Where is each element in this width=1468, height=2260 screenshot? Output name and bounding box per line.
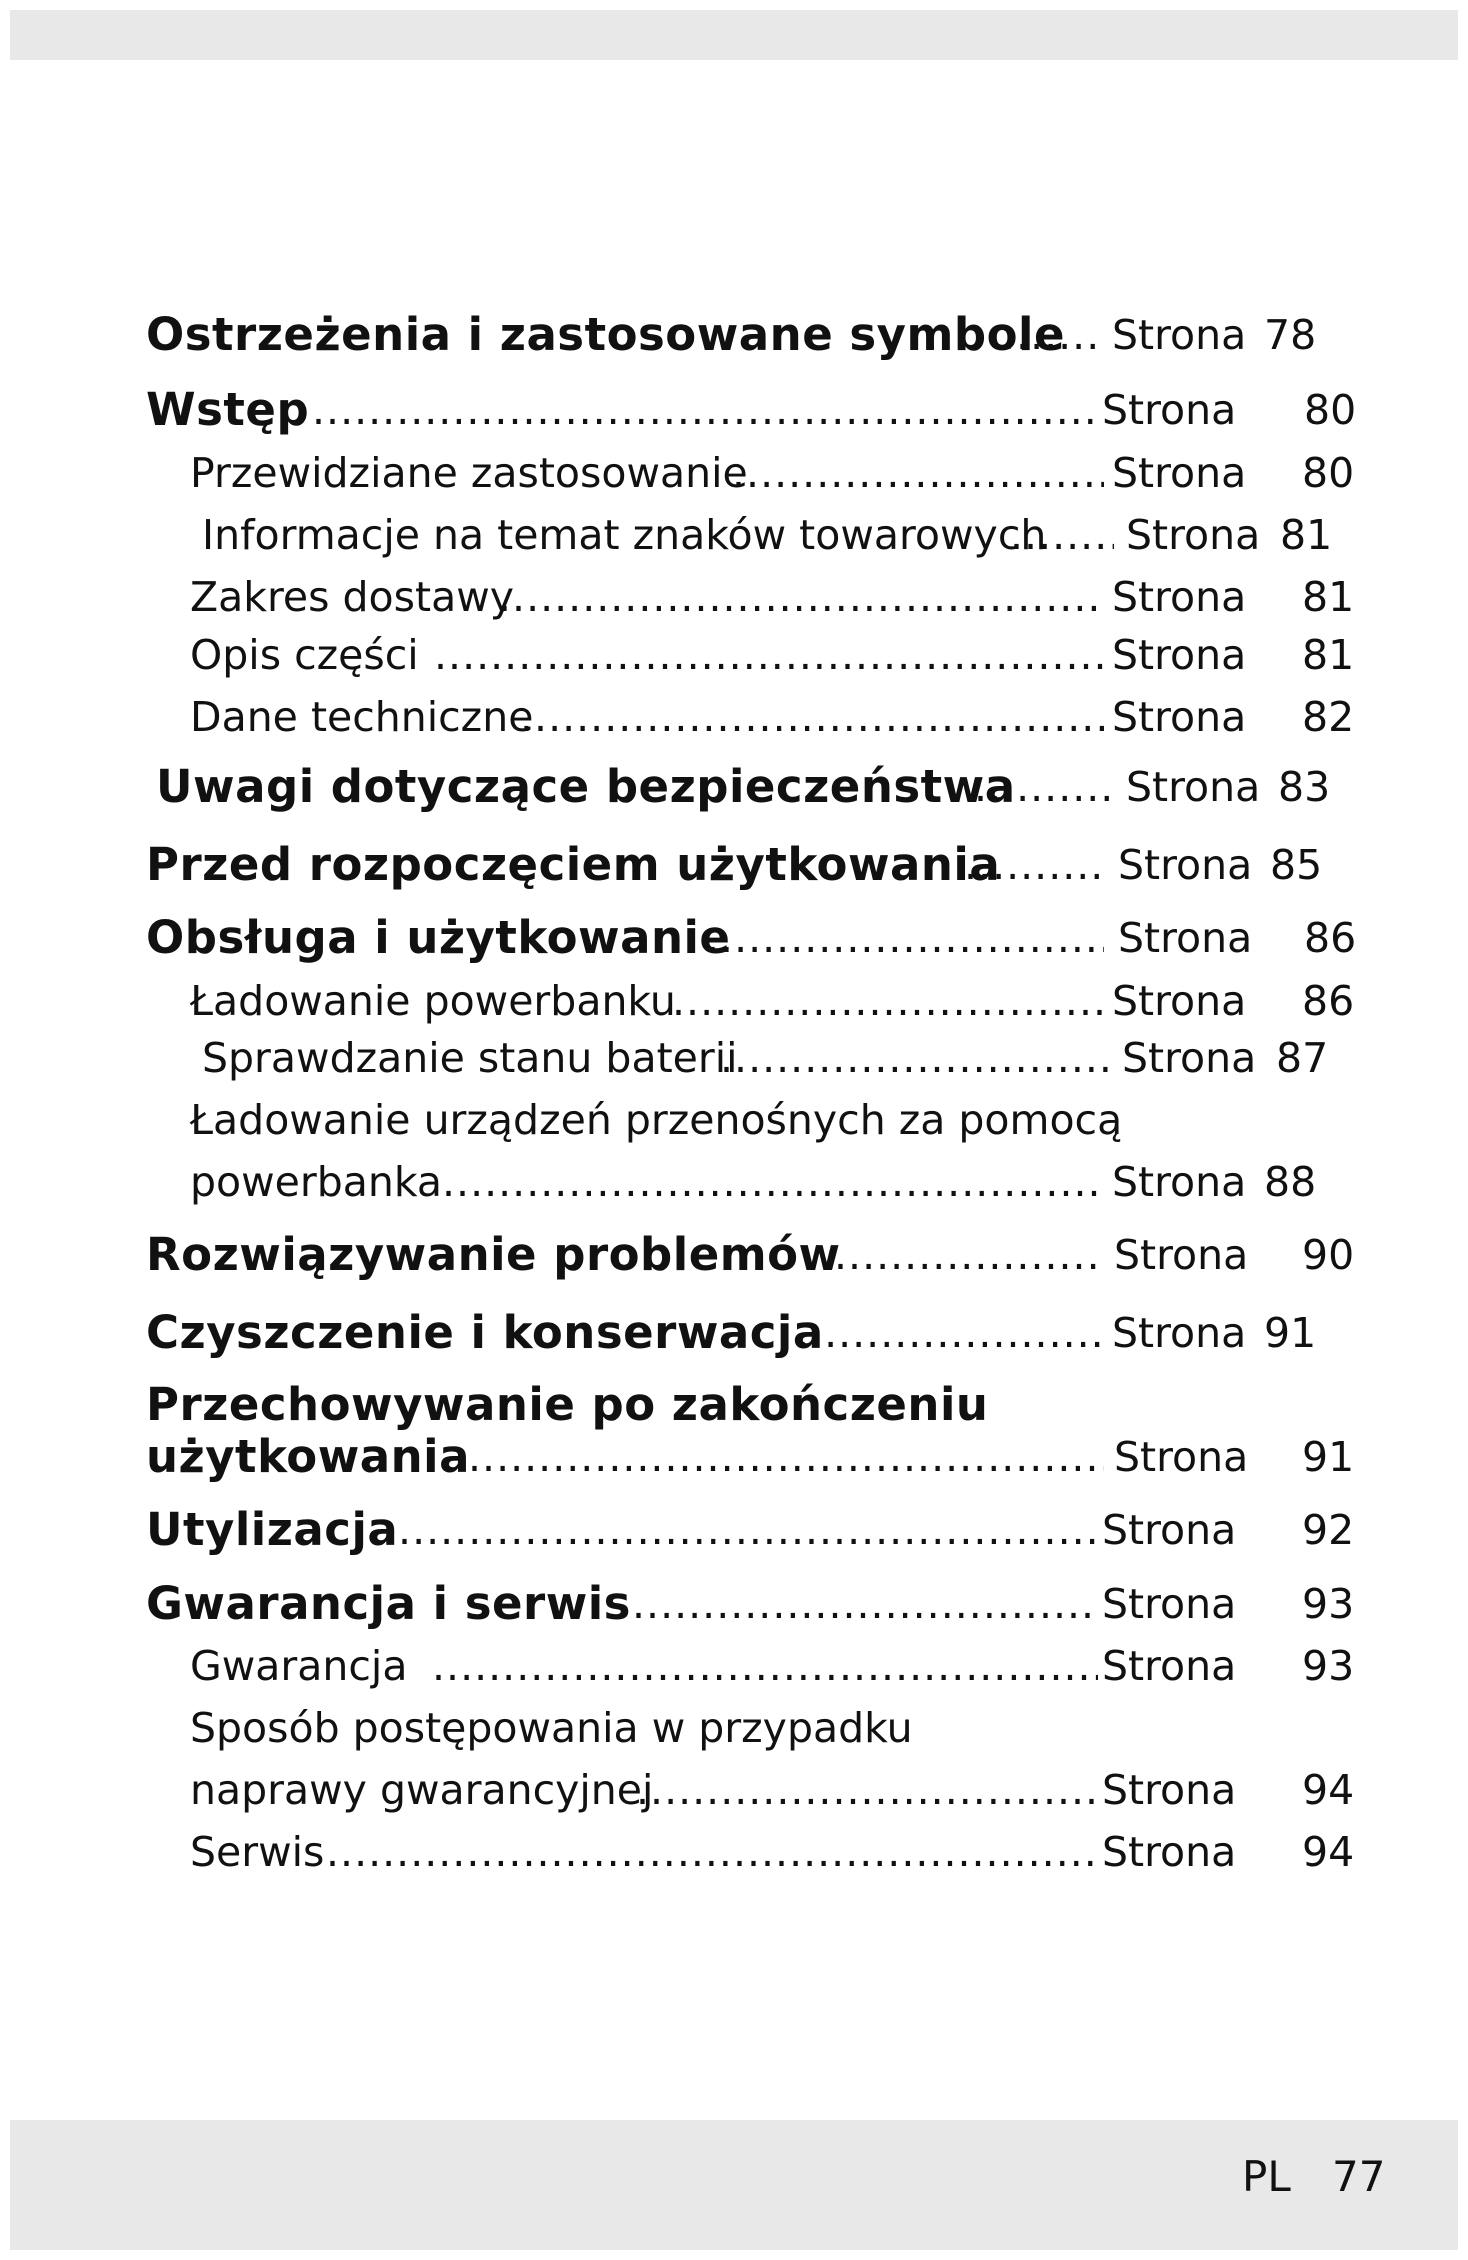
toc-page-number: 81 (1302, 631, 1355, 679)
toc-leader-dots (706, 908, 1104, 968)
toc-entry-title: Utylizacja (146, 1503, 399, 1556)
header-band (10, 10, 1458, 60)
toc-entry-title: Uwagi dotyczące bezpieczeństwa (156, 760, 1016, 813)
toc-page-number: 81 (1280, 511, 1333, 559)
toc-page-label: Strona (1112, 693, 1247, 741)
toc-leader-dots (326, 1822, 1098, 1882)
toc-page-number: 90 (1302, 1231, 1355, 1279)
toc-page-label: Strona (1112, 977, 1247, 1025)
toc-leader-dots (834, 1225, 1104, 1285)
toc-entry[interactable] (0, 1303, 1468, 1363)
toc-page-label: Strona (1114, 1231, 1249, 1279)
toc-entry-title: Dane techniczne (190, 693, 534, 741)
toc-entry[interactable] (0, 1375, 1468, 1505)
toc-entry[interactable] (0, 1636, 1468, 1696)
toc-entry-title: Sprawdzanie stanu baterii (202, 1034, 738, 1082)
toc-entry[interactable] (0, 1225, 1468, 1285)
toc-page-label: Strona (1102, 1580, 1237, 1628)
footer-language: PL (1242, 2152, 1291, 2201)
toc-page-number: 88 (1264, 1158, 1317, 1206)
toc-page-label: Strona (1126, 763, 1261, 811)
toc-entry[interactable] (0, 380, 1468, 440)
toc-page-number: 91 (1264, 1309, 1317, 1357)
toc-leader-dots (312, 380, 1098, 440)
toc-entry-title: powerbanka (190, 1158, 443, 1206)
toc-entry-title: Ostrzeżenia i zastosowane symbole (146, 308, 1065, 361)
toc-leader-dots (672, 971, 1104, 1031)
toc-page-number: 94 (1302, 1766, 1355, 1814)
toc-entry-title: Czyszczenie i konserwacja (146, 1306, 824, 1359)
toc-page-label: Strona (1112, 1158, 1247, 1206)
toc-page-label: Strona (1112, 573, 1247, 621)
toc-entry[interactable] (0, 1090, 1468, 1215)
toc-page-number: 83 (1278, 763, 1331, 811)
toc-entry[interactable] (0, 835, 1468, 895)
toc-page-label: Strona (1112, 1309, 1247, 1357)
toc-entry-title: Ładowanie powerbanku (190, 977, 676, 1025)
toc-page-number: 94 (1302, 1828, 1355, 1876)
toc-page-number: 80 (1304, 386, 1357, 434)
toc-entry[interactable] (0, 625, 1468, 685)
toc-entry-title-line1: Przechowywanie po zakończeniu (146, 1378, 989, 1431)
toc-entry[interactable] (0, 305, 1468, 365)
toc-entry[interactable] (0, 1500, 1468, 1560)
toc-entry[interactable] (0, 1822, 1468, 1882)
toc-entry-title-line1: Sposób postępowania w przypadku (190, 1704, 913, 1752)
toc-entry-title: Przewidziane zastosowanie (190, 449, 748, 497)
toc-page-number: 93 (1302, 1580, 1355, 1628)
toc-entry[interactable] (0, 505, 1468, 565)
toc-page-label: Strona (1122, 1034, 1257, 1082)
toc-leader-dots (442, 1152, 1104, 1212)
toc-page-label: Strona (1114, 1433, 1249, 1481)
footer-band (10, 2120, 1458, 2250)
toc-entry[interactable] (0, 443, 1468, 503)
toc-entry-title: Opis części (190, 631, 419, 679)
toc-entry[interactable] (0, 971, 1468, 1031)
toc-page-label: Strona (1102, 1506, 1237, 1554)
toc-page-number: 86 (1302, 977, 1355, 1025)
toc-entry-title: Serwis (190, 1828, 325, 1876)
footer-page-number: 77 (1332, 2152, 1386, 2201)
toc-page-number: 78 (1264, 311, 1317, 359)
toc-page-number: 91 (1302, 1433, 1355, 1481)
toc-entry-title: Zakres dostawy (190, 573, 514, 621)
toc-entry-title: użytkowania (146, 1430, 470, 1483)
toc-page-label: Strona (1126, 511, 1261, 559)
toc-page-label: Strona (1112, 449, 1247, 497)
toc-entry[interactable] (0, 687, 1468, 747)
toc-page-number: 82 (1302, 693, 1355, 741)
toc-entry-title: Rozwiązywanie problemów (146, 1228, 841, 1281)
toc-page-label: Strona (1112, 311, 1247, 359)
toc-entry-title: Obsługa i użytkowanie (146, 911, 731, 964)
toc-leader-dots (384, 1500, 1098, 1560)
toc-page-number: 80 (1302, 449, 1355, 497)
toc-entry[interactable] (0, 908, 1468, 968)
toc-leader-dots (732, 443, 1104, 503)
toc-page-label: Strona (1112, 631, 1247, 679)
toc-page-number: 86 (1304, 914, 1357, 962)
toc-page-number: 92 (1302, 1506, 1355, 1554)
toc-entry-title: Gwarancja (190, 1642, 408, 1690)
toc-entry[interactable] (0, 567, 1468, 627)
toc-entry[interactable] (0, 1574, 1468, 1634)
toc-leader-dots (520, 687, 1104, 747)
toc-entry-title: Informacje na temat znaków towarowych (202, 511, 1047, 559)
toc-page-label: Strona (1118, 841, 1253, 889)
toc-entry-title: naprawy gwarancyjnej (190, 1766, 654, 1814)
toc-entry-title: Przed rozpoczęciem użytkowania (146, 838, 1001, 891)
toc-leader-dots (720, 1028, 1112, 1088)
toc-leader-dots (636, 1760, 1098, 1820)
toc-leader-dots (498, 567, 1104, 627)
toc-leader-dots (468, 1427, 1104, 1487)
toc-page-label: Strona (1102, 1766, 1237, 1814)
toc-leader-dots (632, 1574, 1098, 1634)
toc-leader-dots (974, 757, 1114, 817)
toc-leader-dots (1002, 305, 1102, 365)
toc-page-number: 81 (1302, 573, 1355, 621)
toc-entry[interactable] (0, 1028, 1468, 1088)
toc-leader-dots (434, 625, 1104, 685)
toc-page-number: 85 (1270, 841, 1323, 889)
toc-entry-title: Gwarancja i serwis (146, 1577, 631, 1630)
toc-page-number: 93 (1302, 1642, 1355, 1690)
toc-entry-title: Wstęp (146, 383, 310, 436)
toc-leader-dots (432, 1636, 1098, 1696)
toc-entry[interactable] (0, 1698, 1468, 1823)
toc-page-label: Strona (1102, 1828, 1237, 1876)
toc-page-label: Strona (1102, 386, 1237, 434)
toc-leader-dots (1010, 505, 1114, 565)
toc-leader-dots (964, 835, 1104, 895)
toc-page-label: Strona (1118, 914, 1253, 962)
toc-page-label: Strona (1102, 1642, 1237, 1690)
toc-entry[interactable] (0, 757, 1468, 817)
toc-entry-title-line1: Ładowanie urządzeń przenośnych za pomocą (190, 1096, 1123, 1144)
toc-leader-dots (796, 1303, 1104, 1363)
toc-page-number: 87 (1276, 1034, 1329, 1082)
